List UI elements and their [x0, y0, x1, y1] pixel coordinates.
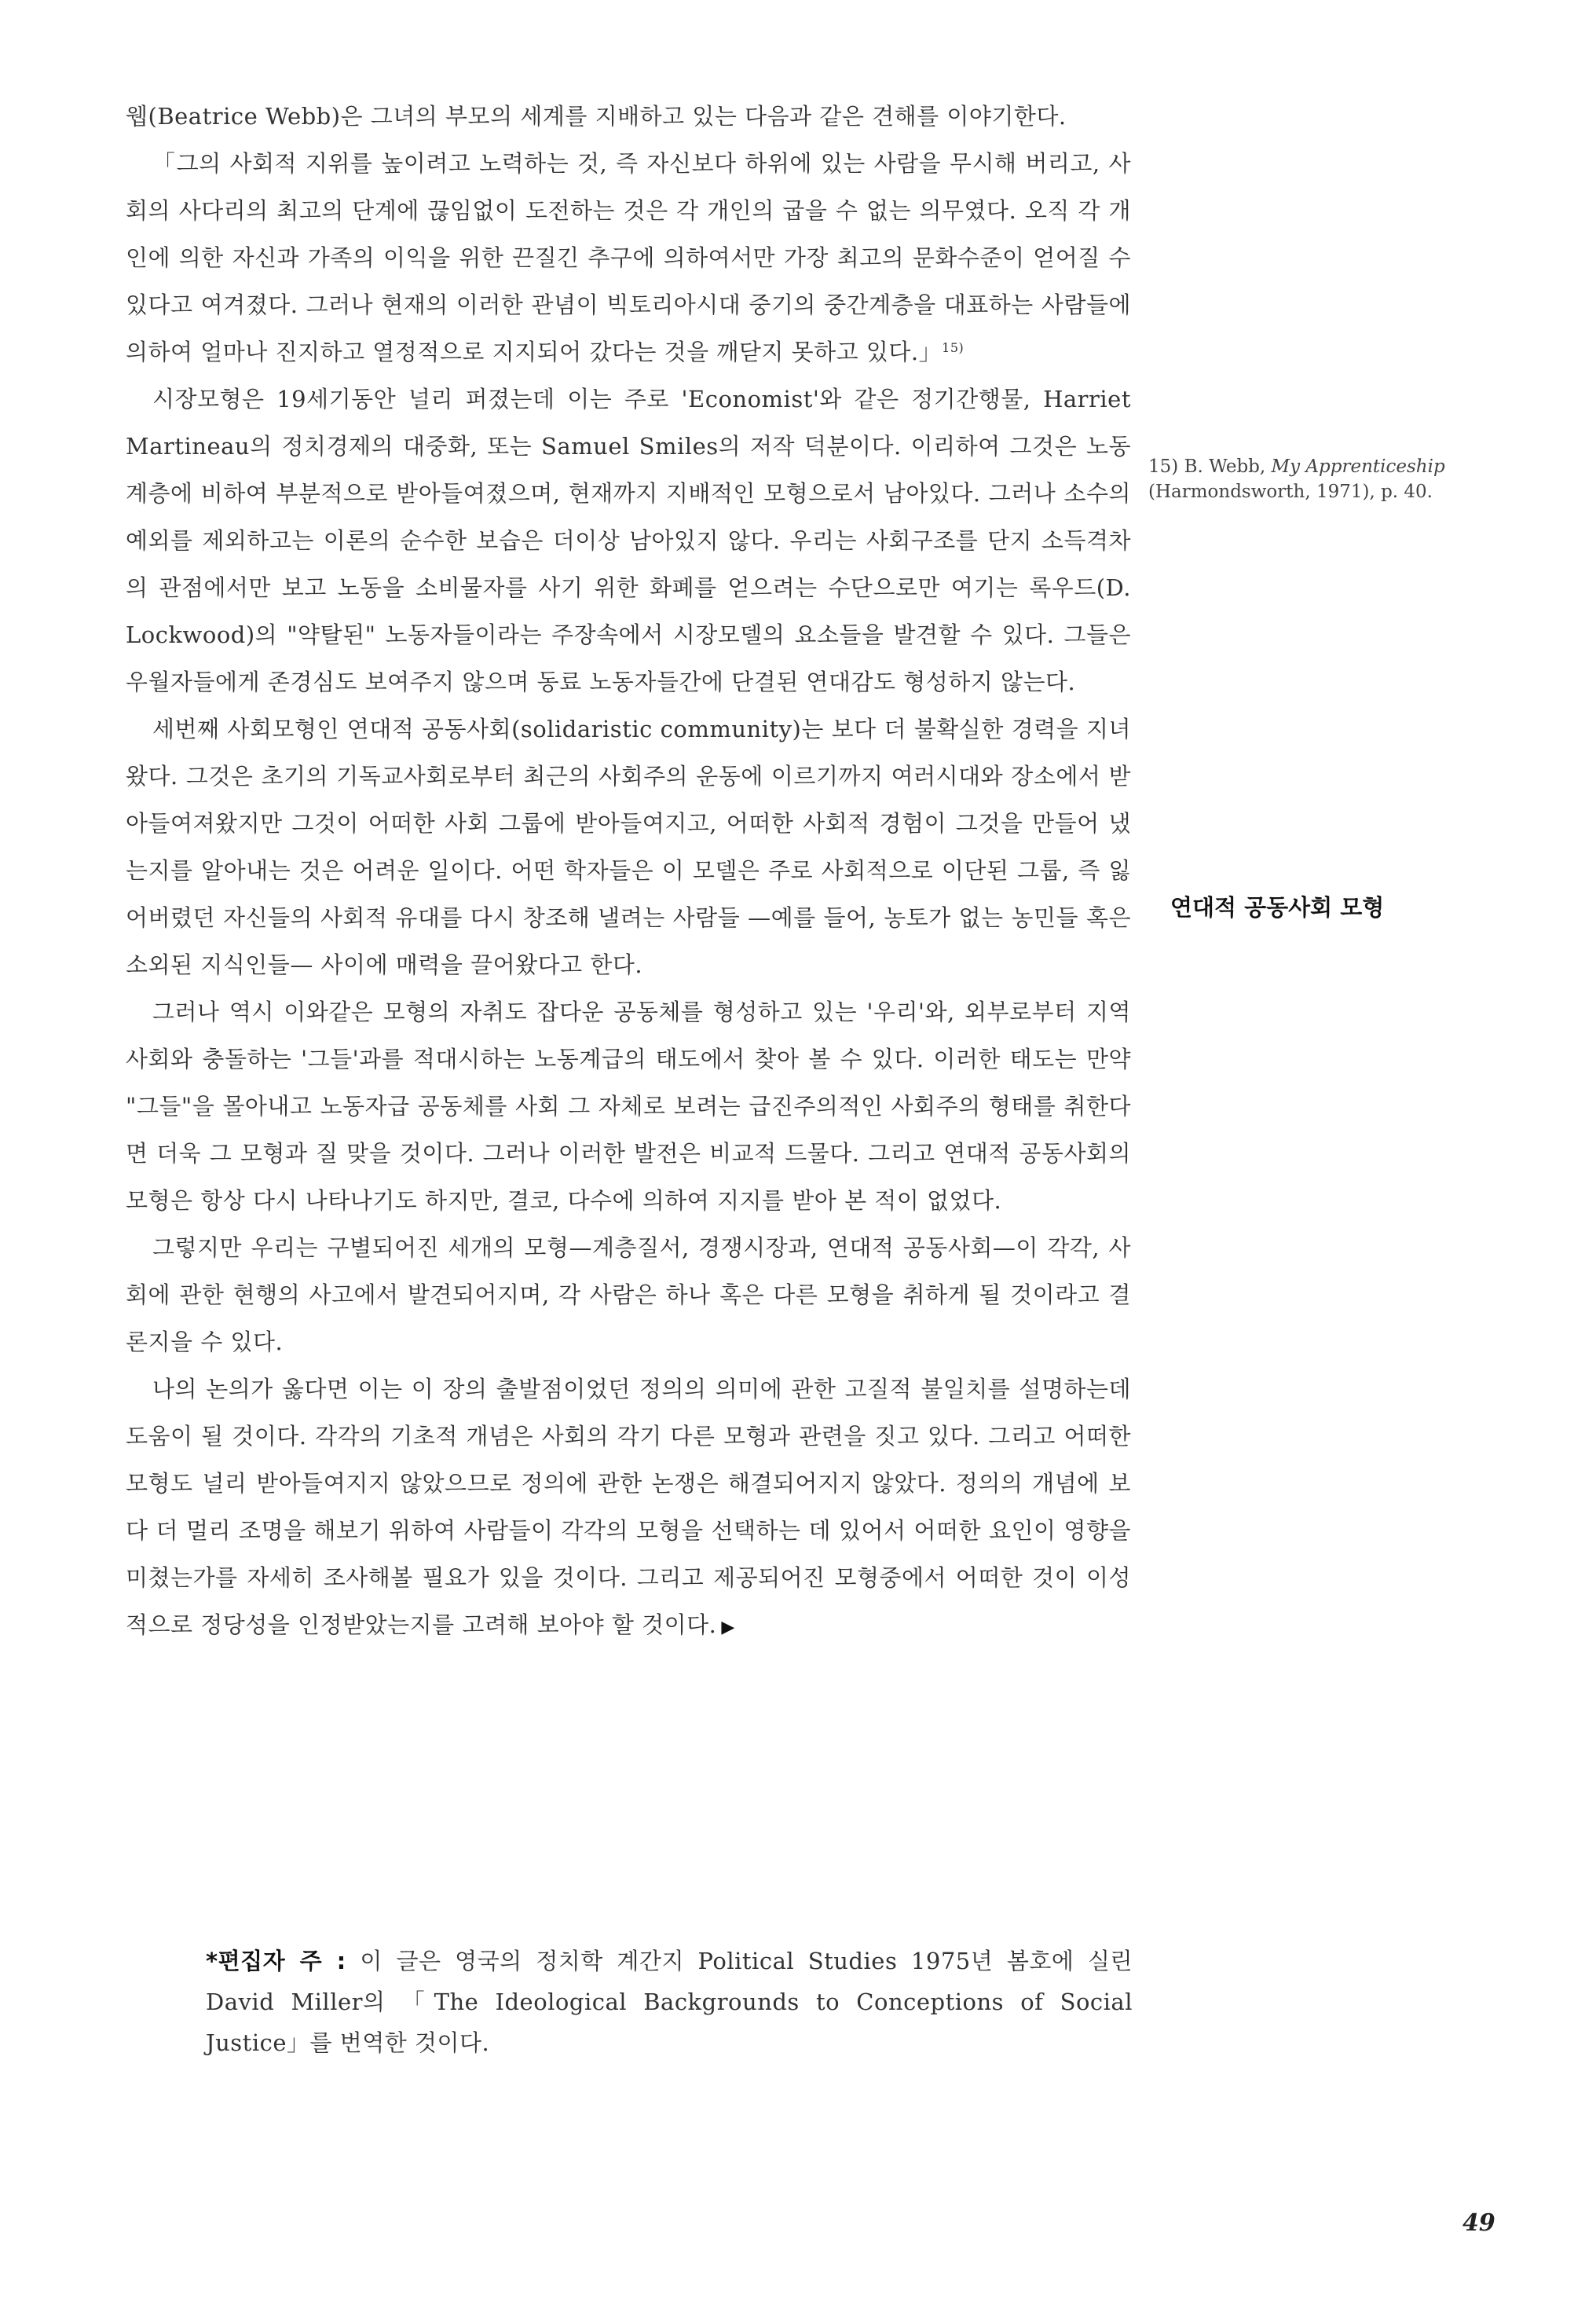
paragraph-justice-disagreement: [126, 1365, 1131, 1651]
side-heading: 연대적 공동사회 모형: [1170, 894, 1385, 921]
paragraph-working-class-attitude: [126, 988, 1131, 1224]
paragraph-text: 그렇지만 우리는 구별되어진 세개의 모형—계층질서, 경쟁시장과, 연대적 공동사회—이 각각, 사회에 관한 현행의 사고에서 발견되어지며, 각 사람은 하나 혹은 다른 모형을 취하게 될 것이라고 결론지을 수 있다.: [126, 1234, 1131, 1355]
paragraph-text: 나의 논의가 옳다면 이는 이 장의 출발점이었던 정의의 의미에 관한 고질적 불일치를 설명하는데 도움이 될 것이다. 각각의 기초적 개념은 사회의 각기 다른 모형과 관련을 짓고 있다. 그리고 어떠한 모형도 널리 받아들여지지 않았으므로 정의에 관한 논쟁은 해결되어지지 않았다. 정의의 개념에 보다 더 멀리 조명을 해보기 위하여 사람들이 각각의 모형을 선택하는 데 있어서 어떠한 요인이 영향을 미쳤는가를 자세히 조사해볼 필요가 있을 것이다. 그리고 제공되어진 모형중에서 어떠한 것이 이성적으로 정당성을 인정받았는지를 고려해 보아야 할 것이다.: [126, 1376, 1131, 1638]
paragraph-webb-quote: [126, 140, 1131, 376]
paragraph-market-model: [126, 376, 1131, 706]
paragraph-text: 그러나 역시 이와같은 모형의 자취도 잡다운 공동체를 형성하고 있는 '우리'와, 외부로부터 지역 사회와 충돌하는 '그들'과를 적대시하는 노동계급의 태도에서 찾아 볼 수 있다. 이러한 태도는 만약 "그들"을 몰아내고 노동자급 공동체를 사회 그 자체로 보려는 급진주의적인 사회주의 형태를 취한다면 더욱 그 모형과 질 맞을 것이다. 그러나 이러한 발전은 비교적 드물다. 그리고 연대적 공동사회의 모형은 항상 다시 나타나기도 하지만, 결코, 다수에 의하여 지지를 받아 본 적이 없었다.: [126, 999, 1131, 1214]
footnote-title: My Apprenticeship: [1271, 456, 1445, 477]
page-number: 49: [1462, 2209, 1495, 2237]
end-mark-icon: ▶: [721, 1618, 735, 1637]
paragraph-solidaristic-community: [126, 706, 1131, 988]
paragraph-conclusion-models: [126, 1224, 1131, 1365]
editor-note-label: *편집자 주 :: [206, 1948, 346, 1974]
paragraph-text: 세번째 사회모형인 연대적 공동사회(solidaristic community)는 보다 더 불확실한 경력을 지녀왔다. 그것은 초기의 기독교사회로부터 최근의 사회주의 운동에 이르기까지 여러시대와 장소에서 받아들여져왔지만 그것이 어떠한 사회 그룹에 받아들여지고, 어떠한 사회적 경험이 그것을 만들어 냈는지를 알아내는 것은 어려운 일이다. 어떤 학자들은 이 모델은 주로 사회적으로 이단된 그룹, 즉 잃어버렸던 자신들의 사회적 유대를 다시 창조해 낼려는 사람들 —예를 들어, 농토가 없는 농민들 혹은 소외된 지식인들— 사이에 매력을 끌어왔다고 한다.: [126, 716, 1131, 978]
paragraph-text: 시장모형은 19세기동안 널리 퍼졌는데 이는 주로 'Economist'와 같은 정기간행물, Harriet Martineau의 정치경제의 대중화, 또는 Samuel Smiles의 저작 덕분이다. 이리하여 그것은 노동계층에 비하여 부분적으로 받아들여졌으며, 현재까지 지배적인 모형으로서 남아있다. 그러나 소수의 예외를 제외하고는 이론의 순수한 보습은 더이상 남아있지 않다. 우리는 사회구조를 단지 소득격차의 관점에서만 보고 노동을 소비물자를 사기 위한 화폐를 얻으려는 수단으로만 여기는 록우드(D. Lockwood)의 "약탈된" 노동자들이라는 주장속에서 시장모델의 요소들을 발견할 수 있다. 그들은 우월자들에게 존경심도 보여주지 않으며 동료 노동자들간에 단결된 연대감도 형성하지 않는다.: [126, 386, 1131, 695]
editor-note-text: 이 글은 영국의 정치학 계간지 Political Studies 1975년 봄호에 실린 David Miller의 「The Ideological Backgrounds to Conceptions of Social Justice」를 번역한 것이다.: [206, 1948, 1133, 2056]
footnote-reference: 15): [942, 340, 965, 355]
footnote-number: 15): [1148, 456, 1179, 477]
editor-note: [206, 1941, 1133, 2063]
paragraph-webb-intro: [126, 93, 1131, 140]
paragraph-text: 웹(Beatrice Webb)은 그녀의 부모의 세계를 지배하고 있는 다음과 같은 견해를 이야기한다.: [126, 103, 1067, 130]
paragraph-text: 「그의 사회적 지위를 높이려고 노력하는 것, 즉 자신보다 하위에 있는 사람을 무시해 버리고, 사회의 사다리의 최고의 단계에 끊임없이 도전하는 것은 각 개인의 굽을 수 없는 의무였다. 오직 각 개인에 의한 자신과 가족의 이익을 위한 끈질긴 추구에 의하여서만 가장 최고의 문화수준이 얻어질 수 있다고 여겨졌다. 그러나 현재의 이러한 관념이 빅토리아시대 중기의 중간계층을 대표하는 사람들에 의하여 얼마나 진지하고 열정적으로 지지되어 갔다는 것을 깨닫지 못하고 있다.」: [126, 150, 1131, 365]
footnote-details: (Harmondsworth, 1971), p. 40.: [1148, 482, 1433, 502]
footnote: [1148, 454, 1462, 504]
main-text-column: [126, 93, 1131, 1651]
footnote-author: B. Webb,: [1184, 456, 1266, 477]
